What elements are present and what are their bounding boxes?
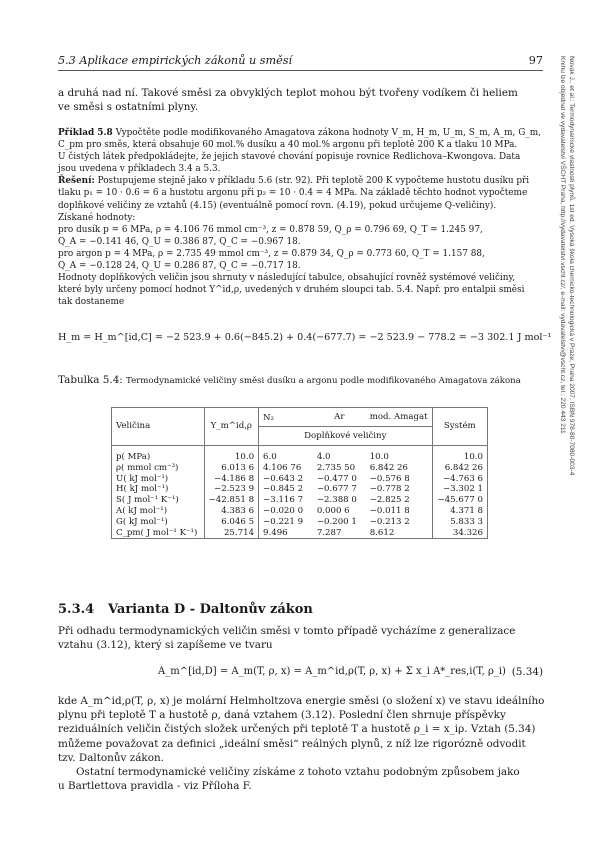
cell-ar: −0.200 1 (316, 516, 357, 527)
cell-mod-amagat: −0.576 8 (366, 474, 432, 485)
cell-ar: −0.677 7 (316, 484, 357, 495)
cell-ar: 4.0 (316, 452, 331, 462)
paragraph-line: vztahu (3.12), který si zapíšeme ve tvaru (58, 639, 273, 652)
cell-ar: 7.287 (313, 528, 366, 539)
section-heading (58, 602, 313, 617)
page-number: 97 (528, 54, 543, 67)
cell-system: 4.371 8 (432, 506, 487, 517)
cell-n2: −3.116 7 (263, 495, 304, 506)
table-row (112, 517, 488, 528)
example-line: jsou uvedena v příkladech 3.4 a 5.3. (58, 164, 221, 175)
intro-line: ve směsi s ostatními plyny. (58, 101, 199, 114)
cell-n2: −0.643 2 (263, 473, 304, 484)
section-title: Varianta D - Daltonův zákon (108, 602, 313, 617)
header-ar: Ar (313, 408, 366, 427)
enthalpy-equation: H_m = H_m^[id,C] = −2 523.9 + 0.6(−845.2) + 0.4(−677.7) = −2 523.9 − 778.2 = −3 302.1 J mol⁻¹ (58, 332, 552, 343)
table-caption (58, 374, 521, 386)
cell-ideal: 25.714 (204, 528, 258, 539)
cell-ar: −0.477 0 (316, 473, 357, 484)
cell-n2: 4.106 76 (263, 462, 302, 473)
example-text: Vypočtěte podle modifikovaného Amagatova zákona hodnoty V_m, H_m, U_m, S_m, A_m, G_m, (115, 128, 541, 138)
table-row (112, 452, 488, 463)
cell-n2: 6.0 (263, 452, 277, 462)
cell-system: 34.326 (432, 528, 487, 539)
table-row (112, 506, 488, 517)
solution-line: Hodnoty doplňkových veličin jsou shrnuty v následující tabulce, obsahující rovněž systémové veličiny, (58, 273, 516, 284)
running-header (58, 52, 543, 71)
cell-n2: −0.845 2 (263, 484, 304, 495)
side-note-line-2: Knihu lze objednat ve vydavatelství VŠCHT Praha, http://vydavatelstvi.vscht.cz/, e-mail: vydavatelstvi@vscht.cz, tel.: 220 443 211 (559, 56, 566, 434)
nitrogen-values: pro dusík p = 6 MPa, ρ = 4.106 76 mmol cm⁻³, z = 0.878 59, Q_ρ = 0.796 69, Q_T = 1.245 97, (58, 224, 483, 235)
cell-mod-amagat: −0.778 2 (366, 484, 432, 495)
argon-values: pro argon p = 4 MPa, ρ = 2.735 49 mmol cm⁻³, z = 0.879 34, Q_ρ = 0.773 60, Q_T = 1.157 88, (58, 248, 485, 259)
cell-mod-amagat: −0.213 2 (366, 517, 432, 528)
cell-quantity: A( kJ mol⁻¹) (112, 506, 205, 517)
cell-ideal: −4.186 8 (204, 474, 258, 485)
cell-mod-amagat: −2.825 2 (366, 495, 432, 506)
header-n2: N₂ (259, 408, 313, 427)
cell-n2: −0.221 9 (263, 516, 304, 527)
section-paragraph-2 (58, 694, 543, 793)
example-line: U čistých látek předpokládejte, že jejich stavové chování popisuje rovnice Redlichova–Kwongova. Data (58, 152, 521, 163)
running-title: 5.3 Aplikace empirických zákonů u směsí (58, 54, 293, 67)
paragraph-line: můžeme považovat za definici „ideální směsi“ reálných plynů, z níž lze rigorózně odvodit (58, 737, 526, 750)
paragraph-line: reziduálních veličin čistých složek určených při teplotě T a hustotě ρ_i = x_iρ. Vztah (5.34) (58, 723, 536, 736)
solution-text: Postupujeme stejně jako v příkladu 5.6 (str. 92). Při teplotě 200 K vypočteme hustotu dusíku při (97, 176, 530, 187)
cell-mod-amagat: 8.612 (366, 528, 432, 539)
cell-ideal: −2.523 9 (204, 484, 258, 495)
paragraph-line: u Bartlettova pravidla - viz Příloha F. (58, 780, 252, 793)
solution-label: Řešení: (58, 176, 95, 187)
paragraph-line: plynu při teplotě T a hustotě ρ, daná vztahem (3.12). Poslední člen shrnuje příspěvky (58, 709, 506, 722)
cell-n2: 9.496 (259, 528, 313, 539)
section-number: 5.3.4 (58, 602, 95, 617)
cell-mod-amagat: 6.842 26 (366, 463, 432, 474)
cell-quantity: C_pm( J mol⁻¹ K⁻¹) (112, 528, 205, 539)
results-table (111, 407, 488, 539)
header-group: Doplňkové veličiny (259, 427, 433, 446)
cell-quantity: ρ( mmol cm⁻³) (112, 463, 205, 474)
solution-line: tak dostaneme (58, 297, 125, 308)
paragraph-line: kde A_m^id,ρ(T, ρ, x) je molární Helmholtzova energie směsi (o složení x) ve stavu ideálního (58, 695, 545, 707)
table-row (112, 528, 488, 539)
cell-ideal: 10.0 (204, 452, 258, 463)
solution-line: tlaku p₁ = 10 · 0.6 = 6 a hustotu argonu při p₂ = 10 · 0.4 = 4 MPa. Na základě těchto hodnot vypočteme (58, 188, 528, 199)
solution-line (58, 175, 543, 187)
solution-line: Získané hodnoty: (58, 212, 136, 223)
cell-n2: −0.020 0 (263, 505, 304, 516)
table-row (112, 484, 488, 495)
section-paragraph-1 (58, 624, 543, 652)
cell-ar: −2.388 0 (316, 495, 357, 506)
cell-quantity: p( MPa) (112, 452, 205, 463)
cell-ar: 2.735 50 (316, 462, 356, 473)
cell-system: −4.763 6 (432, 474, 487, 485)
cell-ideal: 6.046 5 (204, 517, 258, 528)
solution-line: které byly určeny pomocí hodnot Y^id,ρ, uvedených v druhém sloupci tab. 5.4. Např. pro entalpii směsi (58, 285, 525, 296)
intro-line: a druhá nad ní. Takové směsi za obvyklých teplot mohou být tvořeny vodíkem či heliem (58, 87, 518, 99)
cell-system: 6.842 26 (432, 463, 487, 474)
intro-paragraph (58, 86, 543, 114)
table-caption-text: Termodynamické veličiny směsi dusíku a argonu podle modifikovaného Amagatova zákona (126, 376, 521, 386)
cell-ideal: −42.851 8 (204, 495, 258, 506)
header-mod-amagat: mod. Amagat (366, 408, 432, 427)
cell-mod-amagat: −0.011 8 (366, 506, 432, 517)
table-row (112, 463, 488, 474)
side-note-line-1: Novák J., et al.: Termodynamické vlastnosti plynů. 1st ed. Vysoká škola chemicko-technologická v Praze, Praha 2007, ISBN 978-80-7080-003-4 (568, 56, 575, 476)
example-block (58, 127, 543, 308)
dalton-equation-row (58, 666, 543, 682)
header-ideal: Y_m^id,ρ (204, 408, 258, 446)
cell-mod-amagat: 10.0 (366, 452, 432, 463)
cell-ideal: 6.013 6 (204, 463, 258, 474)
dalton-equation: A_m^[id,D] = A_m(T, ρ, x) = A_m^id,ρ(T, ρ, x) + Σ x_i A*_res,i(T, ρ_i) (158, 666, 506, 677)
cell-quantity: G( kJ mol⁻¹) (112, 517, 205, 528)
cell-quantity: H( kJ mol⁻¹) (112, 484, 205, 495)
table-row (112, 474, 488, 485)
table-row (112, 495, 488, 506)
cell-system: −3.302 1 (432, 484, 487, 495)
header-quantity: Veličina (112, 408, 205, 446)
paragraph-line: tzv. Daltonův zákon. (58, 751, 164, 764)
equation-number: (5.34) (511, 666, 543, 678)
example-line (58, 127, 543, 139)
paragraph-line: Při odhadu termodynamických veličin směsi v tomto případě vycházíme z generalizace (58, 625, 516, 637)
cell-system: 10.0 (432, 452, 487, 463)
cell-ideal: 4.383 6 (204, 506, 258, 517)
paragraph-line: Ostatní termodynamické veličiny získáme z tohoto vztahu podobným způsobem jako (76, 766, 520, 779)
table-caption-label: Tabulka 5.4: (58, 374, 123, 386)
cell-quantity: S( J mol⁻¹ K⁻¹) (112, 495, 205, 506)
solution-line: doplňkové veličiny ze vztahů (4.15) (eventuálně pomocí rovn. (4.19), pokud určujeme Q-veličiny). (58, 200, 497, 211)
cell-system: −45.677 0 (432, 495, 487, 506)
nitrogen-values: Q_A = −0.141 46, Q_U = 0.386 87, Q_C = −0.967 18. (58, 236, 301, 247)
header-system: Systém (432, 408, 487, 446)
cell-quantity: U( kJ mol⁻¹) (112, 474, 205, 485)
argon-values: Q_A = −0.128 24, Q_U = 0.286 87, Q_C = −0.717 18. (58, 261, 301, 272)
example-label: Příklad 5.8 (58, 128, 113, 138)
example-line: C_pm pro směs, která obsahuje 60 mol.% dusíku a 40 mol.% argonu při teplotě 200 K a tlaku 10 MPa. (58, 140, 518, 151)
cell-system: 5.833 3 (432, 517, 487, 528)
cell-ar: 0.000 6 (316, 505, 350, 516)
